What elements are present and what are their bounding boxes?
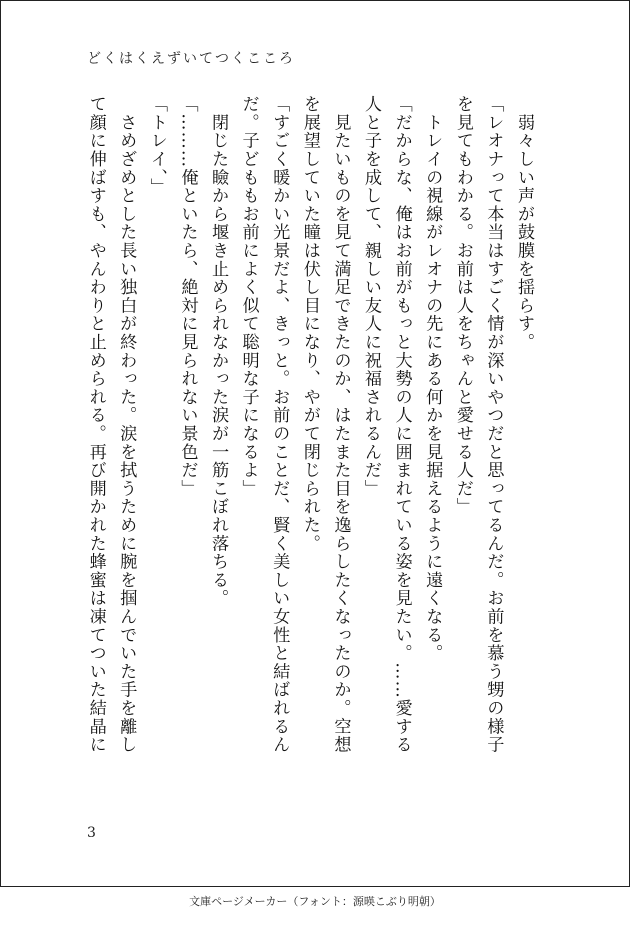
running-header: どくはくえずいてつくこころ xyxy=(87,51,295,67)
text-line: トレイの視線がレオナの先にある何かを見据えるように遠くなる。 xyxy=(422,95,443,663)
footer-credit: 文庫ページメーカー（フォント：源暎こぶり明朝） xyxy=(189,895,441,908)
text-line: 見たいものを見て満足できたのか、はたまた目を逸らしたくなったのか。空想 xyxy=(330,95,351,754)
text-line: を展望していた瞳は伏し目になり、やがて閉じられた。 xyxy=(299,95,320,553)
text-line: を見てもわかる。お前は人をちゃんと愛せる人だ」 xyxy=(452,95,473,516)
text-line: 弱々しい声が鼓膜を揺らす。 xyxy=(514,95,534,352)
text-line: 「すごく暖かい光景だよ、きっと。お前のことだ、賢く美しい女性と結ばれるん xyxy=(269,95,290,754)
text-line: だ。子どももお前によく似て聡明な子になるよ」 xyxy=(238,95,259,498)
text-line: 閉じた瞼から堰き止められなかった涙が一筋こぼれ落ちる。 xyxy=(208,95,229,608)
page-number: 3 xyxy=(87,825,96,841)
text-line: て顔に伸ばすも、やんわりと止められる。再び開かれた蜂蜜は凍てついた結晶に xyxy=(85,95,106,754)
text-line: 「………俺といたら、絶対に見られない景色だ」 xyxy=(177,95,198,498)
text-line: さめざめとした長い独白が終わった。涙を拭うために腕を掴んでいた手を離し xyxy=(116,95,137,754)
text-line: 人と子を成して、親しい友人に祝福されるんだ」 xyxy=(361,95,382,498)
vertical-body-text xyxy=(79,95,539,805)
text-line: 「トレイ、」 xyxy=(146,95,167,197)
text-line: 「だからな、俺はお前がもっと大勢の人に囲まれている姿を見たい。……愛する xyxy=(391,95,412,754)
text-line: 「レオナって本当はすごく情が深いやつだと思ってるんだ。お前を慕う甥の様子 xyxy=(483,95,504,754)
